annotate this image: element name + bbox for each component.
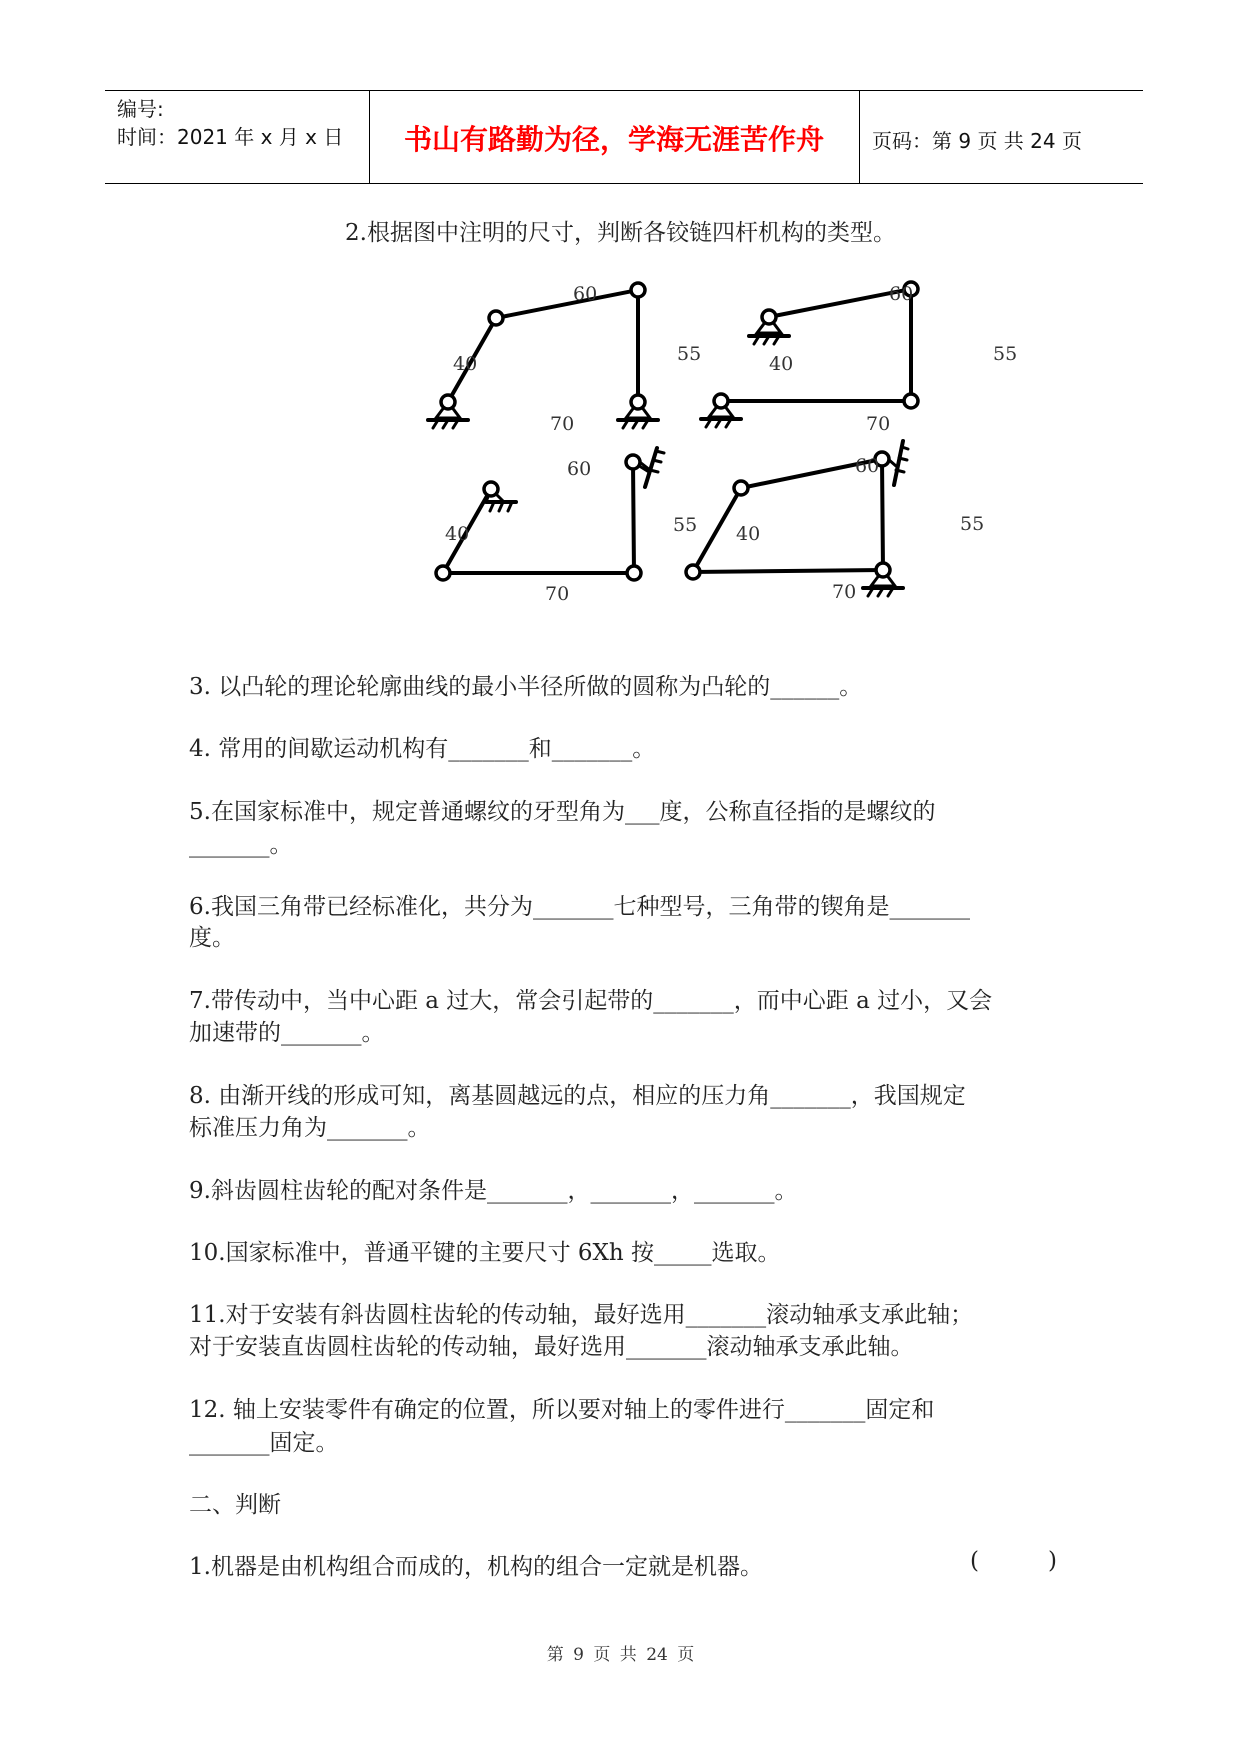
- label-40: 40: [736, 523, 761, 545]
- question-6-cont: 度。: [189, 925, 235, 951]
- label-40: 40: [769, 353, 794, 375]
- label-40: 40: [445, 523, 470, 545]
- answer-open-paren: (: [970, 1548, 979, 1574]
- question-11-cont: 对于安装直齿圆柱齿轮的传动轴，最好选用_______滚动轴承支承此轴。: [189, 1334, 914, 1360]
- four-bar-linkage-figure: [0, 0, 1241, 640]
- question-12-cont: _______固定。: [189, 1430, 339, 1456]
- motto: 书山有路勤为径，学海无涯苦作舟: [403, 123, 824, 156]
- question-10: 10.国家标准中，普通平键的主要尺寸 6Xh 按_____选取。: [189, 1240, 781, 1266]
- ground-support-icon: [888, 441, 908, 485]
- linkage-3: [436, 448, 664, 580]
- question-8: 8. 由渐开线的形成可知，离基圆越远的点，相应的压力角_______，我国规定: [189, 1083, 966, 1109]
- page-label: 页码：第 9 页 共 24 页: [872, 129, 1082, 153]
- label-70: 70: [545, 583, 570, 605]
- label-60: 60: [567, 458, 592, 480]
- label-60: 60: [889, 283, 914, 305]
- question-7: 7.带传动中，当中心距 a 过大，常会引起带的_______，而中心距 a 过小，又会: [189, 988, 993, 1014]
- linkage-2: [701, 282, 918, 427]
- question-12: 12. 轴上安装零件有确定的位置，所以要对轴上的零件进行_______固定和: [189, 1397, 935, 1423]
- question-7-cont: 加速带的_______。: [189, 1020, 385, 1046]
- question-4: 4. 常用的间歇运动机构有_______和_______。: [189, 736, 656, 762]
- label-55: 55: [673, 514, 698, 536]
- question-6: 6.我国三角带已经标准化，共分为_______七种型号，三角带的锲角是_______: [189, 894, 970, 920]
- label-60: 60: [573, 283, 598, 305]
- serial-label: 编号:: [117, 97, 164, 121]
- label-70: 70: [866, 413, 891, 435]
- label-70: 70: [832, 581, 857, 603]
- question-2-title: 2.根据图中注明的尺寸，判断各铰链四杆机构的类型。: [345, 220, 896, 246]
- question-11: 11.对于安装有斜齿圆柱齿轮的传动轴，最好选用_______滚动轴承支承此轴；: [189, 1302, 974, 1328]
- ground-support-icon: [641, 448, 664, 487]
- label-40: 40: [453, 353, 478, 375]
- page-footer: 第 9 页 共 24 页: [546, 1645, 695, 1665]
- question-8-cont: 标准压力角为_______。: [189, 1115, 431, 1141]
- label-60: 60: [855, 455, 880, 477]
- question-5-cont: _______。: [189, 832, 293, 858]
- section-2-heading: 二、判断: [189, 1492, 281, 1518]
- question-5: 5.在国家标准中，规定普通螺纹的牙型角为___度，公称直径指的是螺纹的: [189, 799, 936, 825]
- label-55: 55: [677, 343, 702, 365]
- label-55: 55: [960, 513, 985, 535]
- label-55: 55: [993, 343, 1018, 365]
- question-3: 3. 以凸轮的理论轮廓曲线的最小半径所做的圆称为凸轮的______。: [189, 674, 863, 700]
- judgement-1: 1.机器是由机构组合而成的，机构的组合一定就是机器。: [189, 1554, 763, 1580]
- answer-close-paren: ): [1048, 1548, 1057, 1574]
- label-70: 70: [550, 413, 575, 435]
- date-label: 时间：2021 年 x 月 x 日: [117, 125, 344, 149]
- question-9: 9.斜齿圆柱齿轮的配对条件是_______，_______，_______。: [189, 1178, 798, 1204]
